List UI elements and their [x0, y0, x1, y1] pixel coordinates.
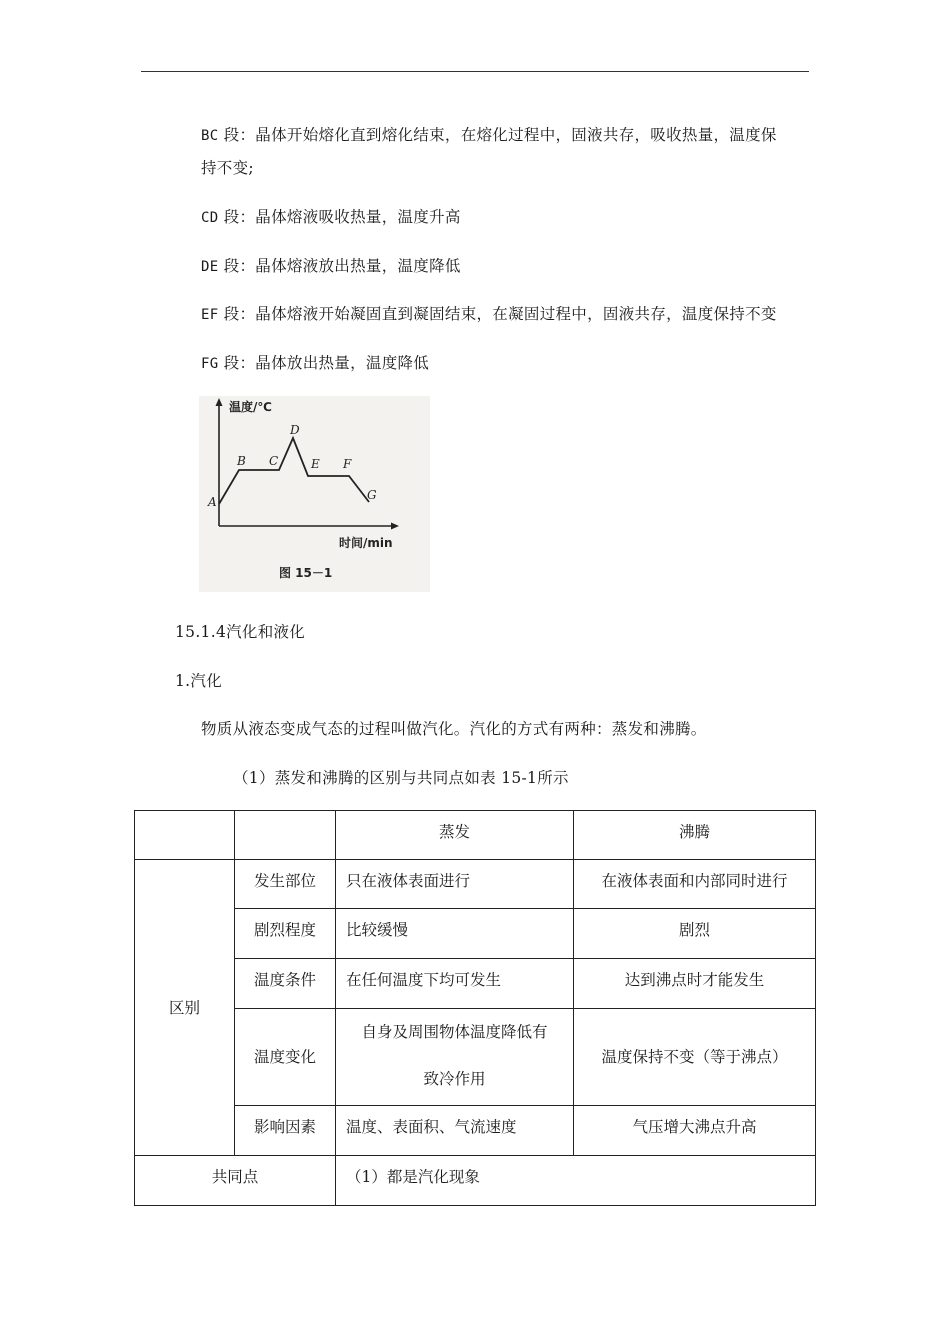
point-label-b: B	[237, 454, 246, 468]
figure-caption: 图 15－1	[279, 566, 333, 580]
table-row	[135, 860, 816, 909]
table-intro: （1）蒸发和沸腾的区别与共同点如表 15-1所示	[233, 769, 569, 787]
temperature-curve	[219, 438, 369, 504]
paragraph-ef	[201, 302, 777, 324]
aspect-influencing-factors: 影响因素	[253, 1118, 316, 1136]
x-axis-arrow	[391, 523, 399, 530]
paragraph-ef-text: 段：晶体熔液开始凝固直到凝固结束，在凝固过程中，固液共存，温度保持不变	[218, 305, 777, 323]
table-row	[135, 1009, 816, 1106]
segment-code-cd: CD	[201, 210, 219, 226]
table-header-row	[135, 811, 816, 860]
point-label-d: D	[290, 423, 300, 437]
point-label-c: C	[269, 454, 279, 468]
paragraph-fg	[201, 351, 429, 373]
paragraph-bc	[201, 123, 777, 145]
melting-curve-diagram	[199, 396, 430, 592]
table-row	[135, 959, 816, 1009]
aspect-temperature-condition: 温度条件	[253, 971, 316, 989]
header-cell-empty-2	[235, 811, 336, 860]
definition-paragraph: 物质从液态变成气态的过程叫做汽化。汽化的方式有两种：蒸发和沸腾。	[201, 720, 707, 738]
paragraph-de-text: 段：晶体熔液放出热量，温度降低	[218, 257, 461, 275]
header-cell-empty-1	[135, 811, 235, 860]
evaporation-cell	[336, 860, 574, 909]
subsection-heading: 1.汽化	[175, 672, 222, 690]
paragraph-cd-text: 段：晶体熔液吸收热量，温度升高	[218, 208, 461, 226]
paragraph-de	[201, 254, 461, 276]
evaporation-location: 只在液体表面进行	[346, 872, 471, 890]
boiling-cell	[574, 1106, 816, 1156]
boiling-intensity: 剧烈	[678, 921, 710, 939]
paragraph-bc-text: 段：晶体开始熔化直到熔化结束，在熔化过程中，固液共存，吸收热量，温度保	[218, 126, 777, 144]
group-label-cell	[135, 860, 235, 1156]
header-rule	[141, 71, 809, 72]
table-row	[135, 909, 816, 959]
paragraph-fg-text: 段：晶体放出热量，温度降低	[218, 354, 430, 372]
evaporation-cell	[336, 959, 574, 1009]
aspect-cell	[235, 959, 336, 1009]
common-text-cell	[336, 1156, 816, 1206]
boiling-cell	[574, 860, 816, 909]
header-evaporation-label: 蒸发	[438, 823, 470, 841]
point-label-f: F	[343, 457, 352, 471]
y-axis-label: 温度/℃	[229, 400, 272, 414]
common-label-cell	[135, 1156, 336, 1206]
paragraph-bc-continued: 持不变;	[201, 159, 254, 177]
comparison-table	[134, 810, 816, 1206]
evaporation-temperature-change	[336, 1009, 573, 1103]
segment-code-bc: BC	[201, 128, 219, 144]
evaporation-cell	[336, 1009, 574, 1106]
paragraph-cd	[201, 205, 461, 227]
evaporation-cell	[336, 1106, 574, 1156]
point-label-g: G	[367, 488, 377, 502]
boiling-location: 在液体表面和内部同时进行	[601, 872, 788, 890]
segment-code-de: DE	[201, 259, 219, 275]
aspect-intensity: 剧烈程度	[253, 921, 316, 939]
boiling-cell	[574, 1009, 816, 1106]
boiling-influencing-factors: 气压增大沸点升高	[632, 1118, 757, 1136]
evaporation-temperature-change-line-2: 致冷作用	[423, 1070, 486, 1088]
aspect-cell	[235, 909, 336, 959]
boiling-temperature-condition: 达到沸点时才能发生	[624, 971, 765, 989]
segment-code-ef: EF	[201, 307, 219, 323]
aspect-cell	[235, 1009, 336, 1106]
aspect-location: 发生部位	[253, 872, 316, 890]
evaporation-temperature-condition: 在任何温度下均可发生	[346, 971, 502, 989]
header-boiling-label: 沸腾	[678, 823, 710, 841]
point-label-e: E	[311, 457, 320, 471]
evaporation-temperature-change-line-1: 自身及周围物体温度降低有	[361, 1023, 548, 1041]
evaporation-cell	[336, 909, 574, 959]
header-cell-evaporation	[336, 811, 574, 860]
group-label-difference: 区别	[168, 998, 200, 1017]
table-row-common	[135, 1156, 816, 1206]
melting-curve-figure	[199, 396, 430, 592]
common-text: （1）都是汽化现象	[346, 1168, 480, 1186]
y-axis-arrow	[216, 398, 223, 406]
boiling-cell	[574, 959, 816, 1009]
evaporation-intensity: 比较缓慢	[346, 921, 409, 939]
boiling-temperature-change: 温度保持不变（等于沸点）	[601, 1048, 788, 1066]
common-label: 共同点	[211, 1168, 259, 1186]
segment-code-fg: FG	[201, 356, 219, 372]
header-cell-boiling	[574, 811, 816, 860]
evaporation-influencing-factors: 温度、表面积、气流速度	[346, 1118, 517, 1136]
aspect-cell	[235, 1106, 336, 1156]
aspect-cell	[235, 860, 336, 909]
x-axis-label: 时间/min	[339, 536, 393, 550]
point-label-a: A	[208, 495, 217, 509]
table-row	[135, 1106, 816, 1156]
boiling-cell	[574, 909, 816, 959]
section-heading: 15.1.4汽化和液化	[175, 623, 306, 641]
aspect-temperature-change: 温度变化	[253, 1048, 316, 1066]
